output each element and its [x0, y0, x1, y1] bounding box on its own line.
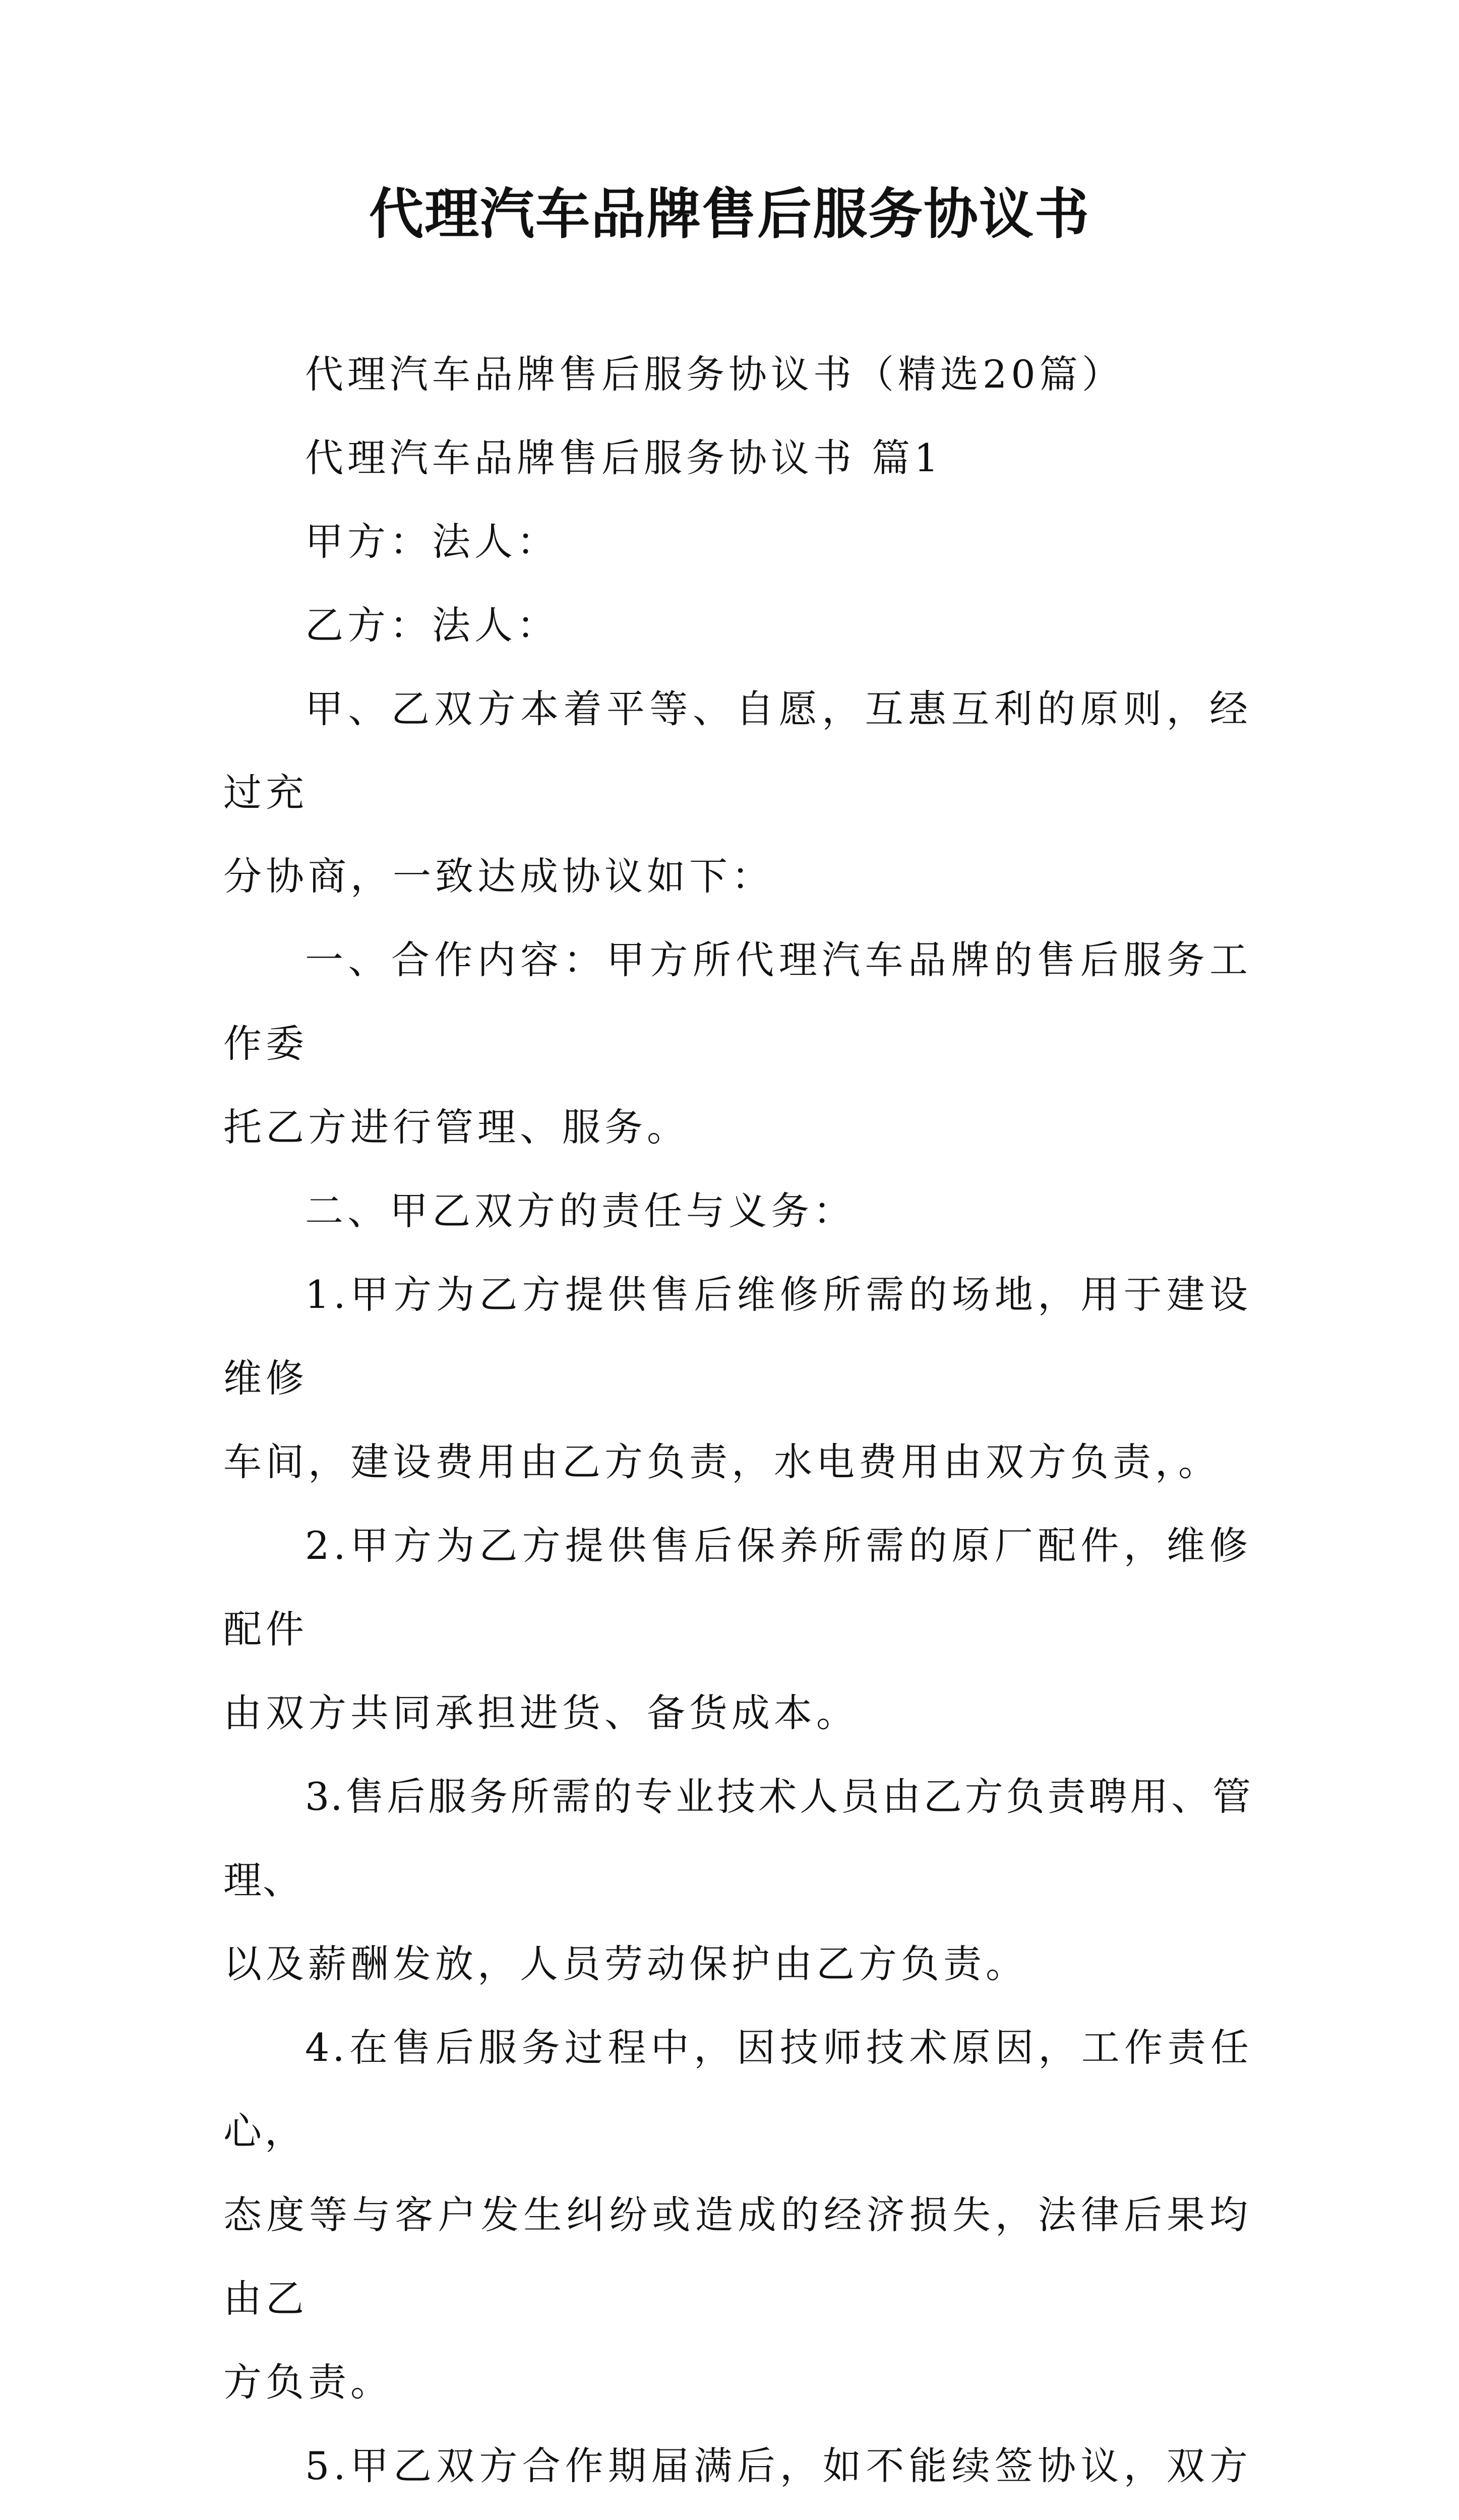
paragraph-line: 托乙方进行管理、服务。	[223, 1105, 689, 1150]
paragraph-line: 代理汽车品牌售后服务协议书 篇1	[305, 435, 943, 480]
paragraph-item-2-2	[223, 1504, 1252, 1755]
document-title: 代理汽车品牌售后服务协议书	[369, 182, 1090, 246]
paragraph-subtitle	[223, 333, 1252, 416]
paragraph-line: 分协商，一致达成协议如下：	[223, 854, 774, 899]
document-body	[223, 333, 1252, 2520]
paragraph-line: 甲、乙双方本着平等、自愿，互惠互利的原则，经过充	[223, 686, 1252, 815]
paragraph-item-2-4	[223, 2006, 1252, 2424]
paragraph-line: 方负责。	[223, 2360, 393, 2405]
paragraph-line: 乙方：法人：	[305, 603, 559, 648]
paragraph-line: 5.甲乙双方合作期届满后，如不能续签协议，双方	[305, 2443, 1252, 2488]
paragraph-line: 由双方共同承担进货、备货成本。	[223, 1690, 859, 1735]
paragraph-line: 3.售后服务所需的专业技术人员由乙方负责聘用、管理、	[223, 1774, 1252, 1903]
paragraph-line: 二、甲乙双方的责任与义务：	[305, 1188, 856, 1233]
paragraph-line: 以及薪酬发放，人员劳动保护由乙方负责。	[223, 1941, 1028, 1986]
paragraph-party-a	[223, 500, 1252, 584]
paragraph-line: 车间，建设费用由乙方负责，水电费用由双方负责，。	[223, 1439, 1221, 1484]
paragraph-line: 1.甲方为乙方提供售后维修所需的场地，用于建设维修	[223, 1272, 1252, 1401]
paragraph-line: 态度等与客户发生纠纷或造成的经济损失，法律后果均由乙	[223, 2192, 1252, 2321]
paragraph-line: 甲方：法人：	[305, 519, 559, 564]
paragraph-clause-2-heading	[223, 1169, 1252, 1253]
paragraph-line: 2.甲方为乙方提供售后保养所需的原厂配件，维修配件	[223, 1523, 1252, 1652]
paragraph-party-b	[223, 584, 1252, 667]
paragraph-item-2-1	[223, 1253, 1252, 1504]
paragraph-item-2-5	[223, 2424, 1252, 2520]
paragraph-item-2-3	[223, 1755, 1252, 2006]
paragraph-line: 代理汽车品牌售后服务协议书（精选20篇）	[305, 352, 1124, 397]
paragraph-preamble	[223, 667, 1252, 918]
paragraph-line: 4.在售后服务过程中，因技师技术原因，工作责任心，	[223, 2025, 1252, 2154]
paragraph-clause-1	[223, 918, 1252, 1169]
paragraph-line: 一、合作内容：甲方所代理汽车品牌的售后服务工作委	[223, 937, 1252, 1066]
paragraph-section-heading	[223, 416, 1252, 500]
